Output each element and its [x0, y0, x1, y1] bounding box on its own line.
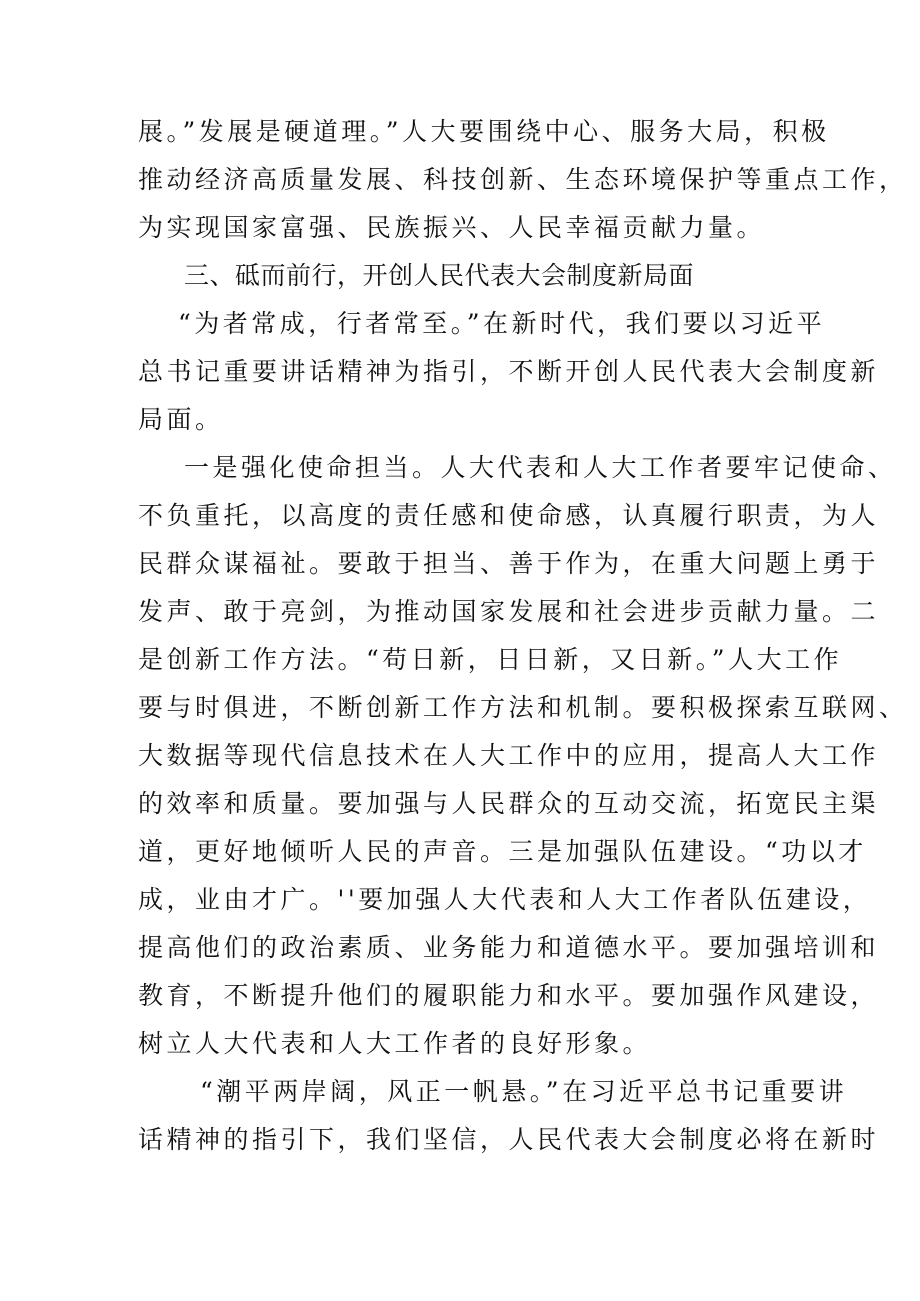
text-line: 总书记重要讲话精神为指引，不断开创人民代表大会制度新	[138, 357, 880, 386]
text-line: 要与时俱进，不断创新工作方法和机制。要积极探索互联网、	[138, 693, 908, 722]
text-line: 话精神的指引下，我们坚信，人民代表大会制度必将在新时	[138, 1125, 880, 1154]
text-line: “潮平两岸阔，风正一帆悬。”在习近平总书记重要讲	[200, 1077, 848, 1106]
text-line: 的效率和质量。要加强与人民群众的互动交流，拓宽民主渠	[138, 789, 880, 818]
text-line: 展。”发展是硬道理。”人大要围绕中心、服务大局，积极	[138, 117, 830, 146]
text-line: 为实现国家富强、民族振兴、人民幸福贡献力量。	[138, 213, 766, 242]
text-line: 道，更好地倾听人民的声音。三是加强队伍建设。“功以才	[138, 837, 867, 866]
text-line: “为者常成，行者常至。”在新时代，我们要以习近平	[178, 309, 826, 338]
text-line: 教育，不断提升他们的履职能力和水平。要加强作风建设，	[138, 981, 880, 1010]
text-line: 局面。	[138, 405, 224, 434]
section-heading: 三、砥而前行，开创人民代表大会制度新局面	[184, 261, 695, 290]
text-line: 大数据等现代信息技术在人大工作中的应用，提高人大工作	[138, 741, 880, 770]
text-line: 是创新工作方法。“苟日新，日日新，又日新。”人大工作	[138, 645, 843, 674]
text-line: 成，业由才广。''要加强人大代表和人大工作者队伍建设，	[138, 885, 872, 914]
text-line: 推动经济高质量发展、科技创新、生态环境保护等重点工作，	[138, 165, 908, 194]
text-line: 提高他们的政治素质、业务能力和道德水平。要加强培训和	[138, 933, 880, 962]
text-line: 树立人大代表和人大工作者的良好形象。	[138, 1029, 652, 1058]
text-line: 民群众谋福祉。要敢于担当、善于作为，在重大问题上勇于	[138, 549, 880, 578]
text-line: 不负重托，以高度的责任感和使命感，认真履行职责，为人	[138, 501, 880, 530]
text-line: 一是强化使命担当。人大代表和人大工作者要牢记使命、	[184, 453, 897, 482]
text-line: 发声、敢于亮剑，为推动国家发展和社会进步贡献力量。二	[138, 597, 880, 626]
